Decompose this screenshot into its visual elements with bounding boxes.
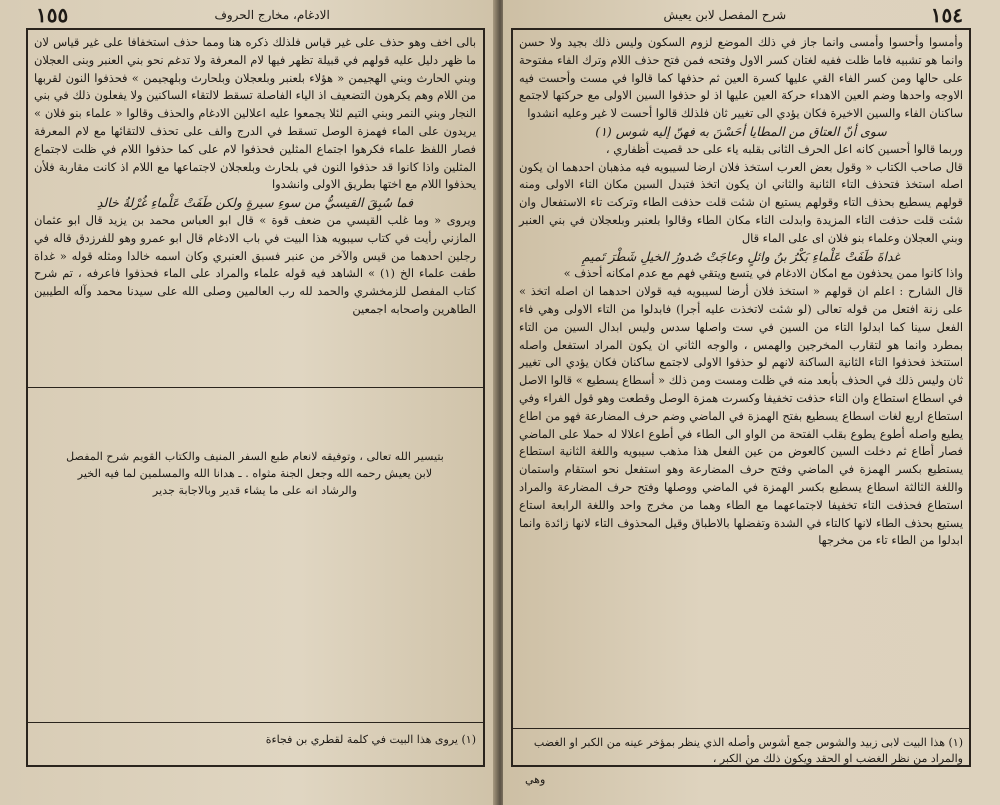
verse: غداةَ طَفَتْ عَلْماءِ بَكْرُ بنُ وائلٍ وعاجَتْ صُدورُ الخيلِ شَطْرَ تَميمِ bbox=[581, 248, 901, 264]
frame-rule-left bbox=[511, 28, 513, 766]
paragraph: قال صاحب الكتاب « وقول بعض العرب استخذ فلان ارضا لسيبويه فيه مذهبان احدهما ان يكون اصله استخذ فتحذف التاء الثانية والثاني ان يكون اتخذ فتبدل السين مكان التاء الاولى ومنه قولهم يسطيع بحذف التاء وقولهم يستيع ان شئت قلت حذفت الطاء وتركت تاء الاستفعال وان شئت قلت حذفت التاء المزيدة وابدلت التاء مكان الطاء وقالوا بلعنبر وبلعجلان في بني العنبر وبني العجلان وعلماء بنو فلان اى على الماء قال bbox=[519, 159, 963, 245]
left-page bbox=[0, 0, 497, 805]
main-text bbox=[34, 34, 476, 319]
paragraph: وأمسوا وأحسوا وأمسى وانما جاز في ذلك الموضع لزوم السكون وليس ذلك بجيد ولا حسن وانما هو تشبيه فاما ظلت ففيه لغتان كسر الاول وفتحه فمن فتح حذف اللام وترك الفاء مفتوحة على حالها ومن كسر الفاء القي عليها كسرة العين ثم حذفها كما قالوا في مست وأحست فيه الاوجه واحدها وضم العين الاهداء حركة العين عليها اذ لو حذفوا السين الاولى مع حركتها لاجتمع ساكنان الفاء والسين الاخيرة فكان يؤدي الى تغيير ثان فلذلك قالوا أحست لا غير وعليه انشدوا bbox=[519, 35, 963, 121]
catchword: وهي bbox=[525, 773, 546, 786]
page-header bbox=[36, 4, 476, 26]
colophon: بتيسير الله تعالى ، وتوفيقه لانعام طبع السفر المنيف والكتاب القويم شرح المفصل لابن يعيش رحمه الله وجعل الجنة مثواه . ـ هدانا الله والمسلمين لما فيه الخير والرشاد انه على ما يشاء قدير وبالاجابة جدير bbox=[66, 450, 444, 497]
footnote-divider bbox=[26, 722, 485, 723]
paragraph: قال الشارح : اعلم ان قولهم « استخذ فلان أرضا لسيبويه فيه قولان احدهما ان اصله اتخذ » على زنة افتعل من قوله تعالى (لو شئت لاتخذت عليه أجرا) فابدلوا من التاء الاولى وهي فاء الفعل سينا كما ابدلوا التاء من السين في ست واصلها سدس وليس ابدال السين من التاء بمطرد وانما هو لتقارب المخرجين والهمس ، والوجه الثاني ان يكون المراد استفعل واصله استتخذ فحذفوا التاء الثانية الساكنة لانهم لو حذفوا الاولى لاجتمع ساكنان فكان يؤدي الى تغيير ثان وليس ذلك في الحذف بأبعد منه في ظلت ومست ومن ذلك « أسطاع يسطيع » قالوا الاصل في اسطاع استطاع وان التاء حذفت تخفيفا وكسرت همزة الوصل وقطعت وهو قول الفراء وفي استطاع اربع لغات اسطاع يسطيع بفتح الهمزة في الماضي وضم حرف المضارعة فهو من اطاع يطيع واصله أطوع يطوع بقلب الفتحة من الواو الى الطاء في أطوع اعلالا له حملا على الماضي فصار أطاع ثم دخلت السين كالعوض من عين الفعل هذا مذهب سيبويه واللغة الثانية استطاع يستطيع بكسر الهمزة في الماضي وفتح حرف المضارعة وهو استفعل نحو استقام واستمان واللغة الثالثة اسطاع يسطيع بكسر الهمزة في الماضي ووصلها وفتح حرف المضارعة والمراد استطاع فحذفت التاء تخفيفا لاجتماعهما مع الطاء وهما من مخرج واحد واللغة الرابعة استاع يستيع بحذف الطاء لانها كالتاء في الشدة وتفضلها بالاطباق وقيل المحذوف التاء لانها زائدة وانما ابدلوا من الطاء تاء من مخرجها bbox=[519, 284, 963, 548]
footnote: (١) يروى هذا البيت في كلمة لقطري بن فجاءة bbox=[265, 733, 476, 746]
verse: سوى أنّ العتاق من المطايا أحَسْنَ به فهنّ إليه شوس (١) bbox=[595, 123, 887, 139]
footnote: (١) هذا البيت لابى زبيد والشوس جمع أشوس وأصله الذي ينظر بمؤخر عينه من الكبر او الغضب والمراد من نظر الغضب او الحقد ويكون ذلك من الكبر ، bbox=[533, 736, 963, 765]
frame-rule-top bbox=[26, 28, 485, 30]
running-title: شرح المفصل لابن يعيش bbox=[663, 8, 787, 22]
right-page bbox=[503, 0, 1000, 805]
frame-rule-left bbox=[26, 28, 28, 766]
frame-rule-bottom bbox=[26, 765, 485, 767]
section-divider bbox=[26, 387, 485, 388]
running-title: الادغام، مخارج الحروف bbox=[214, 8, 330, 22]
paragraph: واذا كانوا ممن يحذفون مع امكان الادغام في يتسع ويتقي فهم مع عدم امكانه أحذف » bbox=[563, 266, 963, 281]
page-header bbox=[519, 4, 963, 26]
frame-rule-right bbox=[969, 28, 971, 766]
frame-rule-top bbox=[511, 28, 971, 30]
main-text bbox=[519, 34, 963, 550]
paragraph: وربما قالوا أحسين كانه اعل الحرف الثانى بقلبه ياء على حد قصيت أظفاري ، bbox=[605, 141, 963, 156]
paragraph: بالى اخف وهو حذف على غير قياس فلذلك ذكره هنا ومما حذف استخفافا على غير قياس لان ما ظهر دليل عليه قولهم في قبيلة تظهر فيها لام المعرفة ولا تدغم نحو بني العنبر وبنى العجلان وبني الحارث وبني الهجيمن « هؤلاء بلعنبر وبلعجلان وبلحارث وبلهجيمن » فحذفوا النون لقربها من اللام وهم يكرهون التضعيف اذ الياء الفاصلة تسقط لالتقاء الساكنين ولا يفعلون ذلك في بني النجار وبني النمر وبني التيم لئلا يجمعوا عليه اعلالين الادغام والحذف وقالوا « علماء بنو فلان » يريدون على الماء فهمزة الوصل تسقط في الدرج والف على تحذف لالتقائها مع لام المعرفة فصار اللفظ علماء فكرهوا اجتماع المثلين فحذفوا لام على كما حذفوا اللام في ظلت لاجتماع المثلين واذا كانوا قد حذفوا النون في بلحارث وبلعجلان لاجتماعها مع اللام اذ كانت مقاربة فلأن يحذفوا اللام مع اختها بطريق الاولى وانشدوا bbox=[34, 35, 476, 192]
frame-rule-right bbox=[483, 28, 485, 766]
paragraph: ويروى « وما غلب القيسي من ضعف قوة » قال ابو العباس محمد بن يزيد قال ابو عثمان المازني رأيت في كتاب سيبويه هذا البيت في باب الادغام قال ابو عمرو وهو للفرزدق قاله في رجلين احدهما من قيس والآخر من عنبر فسبق العنبري وكان اسمه خالدا ومثله قوله « غداة طفت علماء الخ (١) » الشاهد فيه قوله علماء والمراد على الماء فحذفوا فاعرفه ، تم شرح كتاب المفصل للزمخشري والحمد لله رب العالمين وصلى الله على سيدنا محمد وآله الطيبين الطاهرين واصحابه اجمعين bbox=[34, 212, 476, 316]
verse: فما سُبِقَ القيسيُّ من سوءِ سيرةٍ ولكن طَفَتْ عَلْماءِ غُرْلةُ خالدِ bbox=[96, 195, 414, 211]
page-number: ١٥٥ bbox=[36, 3, 69, 27]
page-number: ١٥٤ bbox=[930, 3, 963, 27]
footnote-divider bbox=[511, 728, 971, 729]
